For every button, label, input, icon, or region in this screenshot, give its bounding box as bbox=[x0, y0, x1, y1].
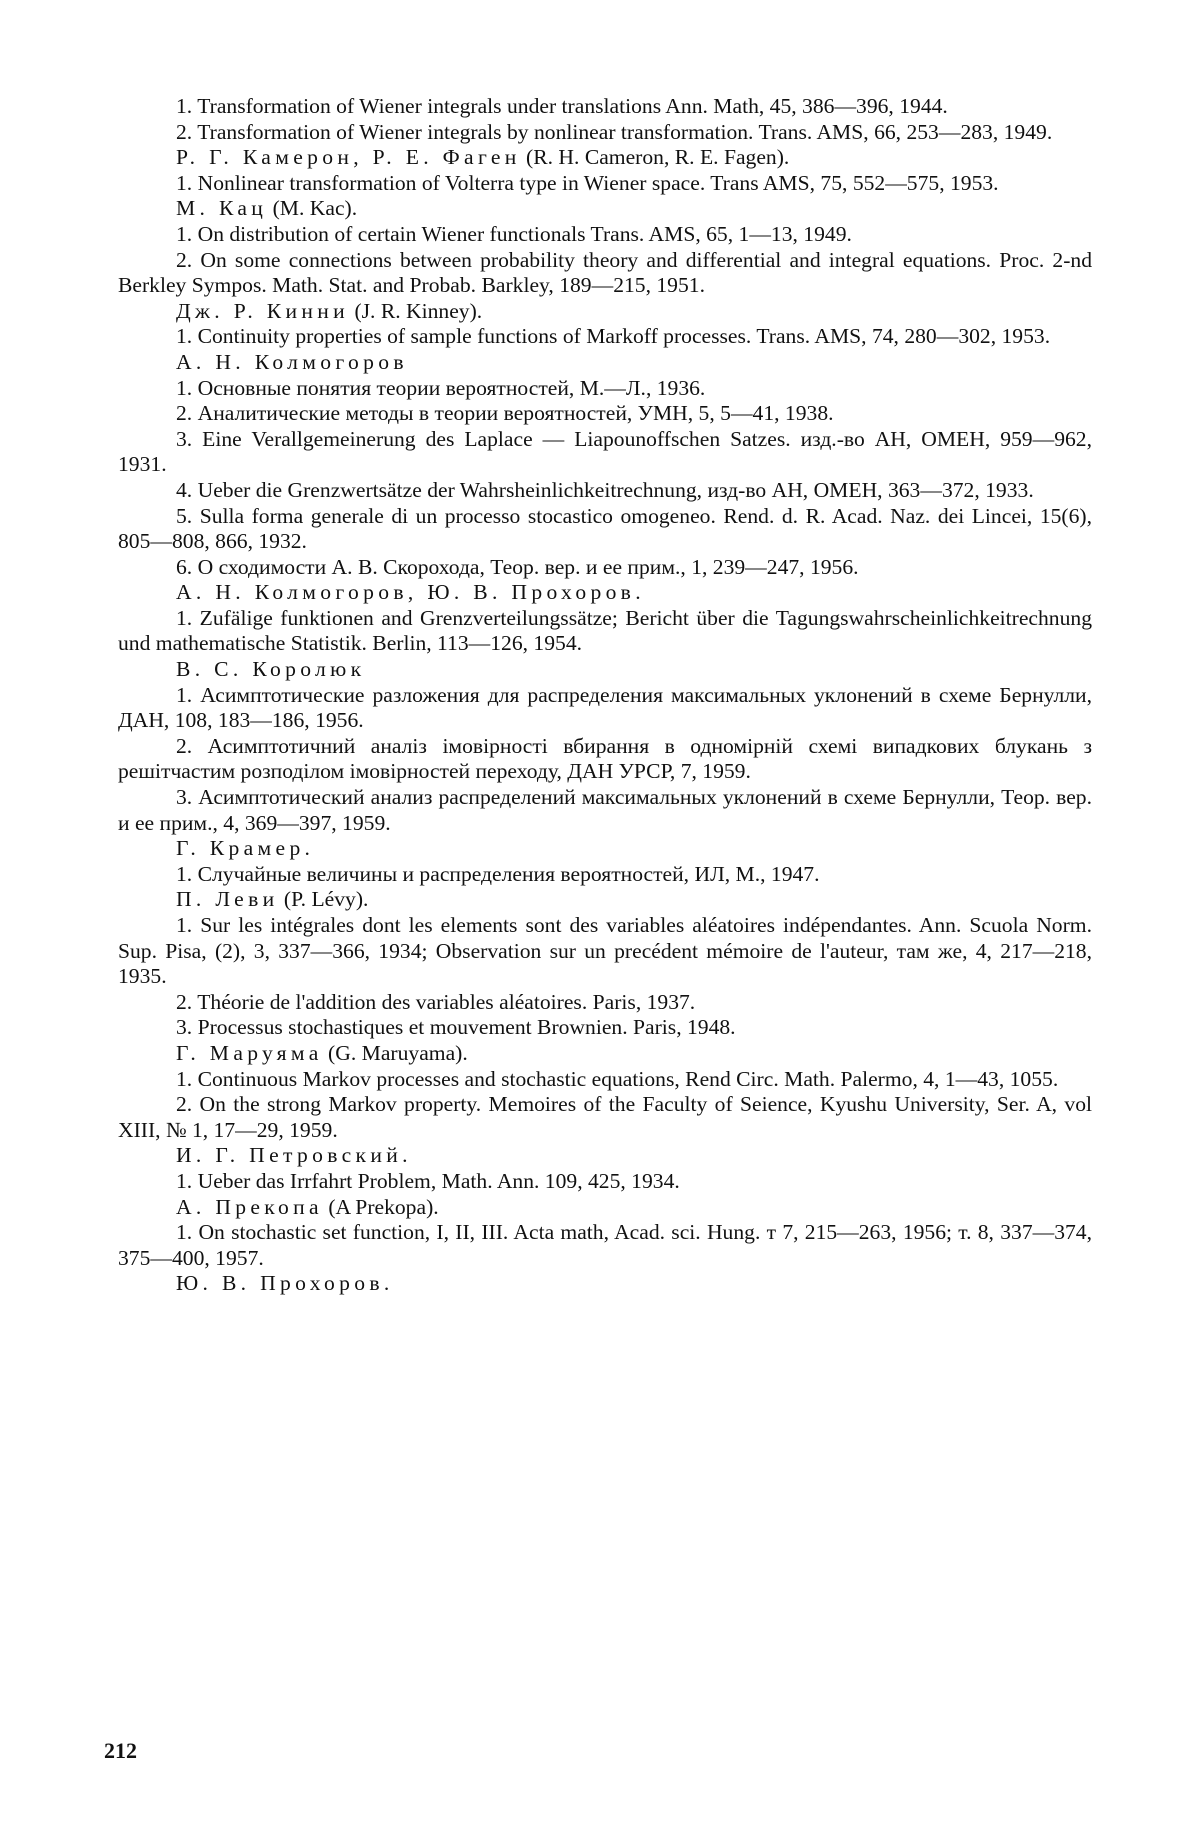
bibliography-page bbox=[118, 94, 1092, 1297]
author-name: И. Г. Петровский. bbox=[176, 1143, 412, 1168]
author-latin-name: (J. R. Kinney). bbox=[354, 298, 483, 323]
reference-entry: 6. О сходимости А. В. Скорохода, Теор. вер. и ее прим., 1, 239—247, 1956. bbox=[176, 554, 859, 579]
author-name: Ю. В. Прохоров. bbox=[176, 1271, 394, 1296]
reference-entry: 2. Transformation of Wiener integrals by nonlinear transformation. Trans. AMS, 66, 253—283, 1949. bbox=[176, 119, 1053, 144]
author-name: Г. Маруяма bbox=[176, 1040, 323, 1065]
reference-entry: 1. Continuity properties of sample functions of Markoff processes. Trans. AMS, 74, 280—302, 1953. bbox=[176, 324, 1051, 349]
reference-entry: 1. On stochastic set function, I, II, III. Acta math, Acad. sci. Hung. т 7, 215—263, 1956; т. 8, 337—374, 375—400, 1957. bbox=[118, 1220, 1092, 1270]
author-name: Р. Г. Камерон, Р. Е. Фаген bbox=[176, 145, 521, 170]
author-heading bbox=[118, 196, 1092, 222]
reference-entry: 3. Processus stochastiques et mouvement Brownien. Paris, 1948. bbox=[176, 1015, 736, 1040]
author-heading bbox=[118, 1195, 1092, 1221]
author-heading bbox=[118, 350, 1092, 376]
reference-entry: 1. Случайные величины и распределения вероятностей, ИЛ, М., 1947. bbox=[176, 861, 820, 886]
author-heading bbox=[118, 299, 1092, 325]
reference-entry: 1. Nonlinear transformation of Volterra type in Wiener space. Trans AMS, 75, 552—575, 1953. bbox=[176, 170, 999, 195]
reference-entry: 2. Аналитические методы в теории вероятностей, УМН, 5, 5—41, 1938. bbox=[176, 401, 834, 426]
reference-entry: 1. Transformation of Wiener integrals under translations Ann. Math, 45, 386—396, 1944. bbox=[176, 94, 948, 118]
author-heading bbox=[118, 145, 1092, 171]
author-latin-name: (G. Maruyama). bbox=[328, 1040, 468, 1065]
reference-entry: 1. Sur les intégrales dont les elements sont des variables aléatoires indépendantes. Ann. Scuola Norm. Sup. Pisa, (2), 3, 337—366, 1934; Observation sur un precédent mémoire de l'auteur, там же, 4, 217—218, 1935. bbox=[118, 913, 1092, 989]
reference-entry: 1. On distribution of certain Wiener functionals Trans. AMS, 65, 1—13, 1949. bbox=[176, 221, 852, 246]
author-heading bbox=[118, 1143, 1092, 1169]
author-latin-name: (M. Kac). bbox=[272, 196, 358, 221]
reference-entry: 2. Théorie de l'addition des variables aléatoires. Paris, 1937. bbox=[176, 989, 696, 1014]
author-name: Дж. Р. Кинни bbox=[176, 298, 350, 323]
reference-entry: 2. On some connections between probability theory and differential and integral equations. Proc. 2-nd Berkley Sympos. Math. Stat. and Probab. Barkley, 189—215, 1951. bbox=[118, 247, 1092, 298]
author-name: А. Н. Колмогоров, Ю. В. Прохоров. bbox=[176, 580, 645, 605]
reference-entry: 1. Ueber das Irrfahrt Problem, Math. Ann. 109, 425, 1934. bbox=[176, 1168, 680, 1193]
author-name: М. Кац bbox=[176, 196, 268, 221]
author-heading bbox=[118, 1041, 1092, 1067]
author-name: В. С. Королюк bbox=[176, 657, 366, 682]
author-heading bbox=[118, 836, 1092, 862]
reference-entry: 1. Асимптотические разложения для распределения максимальных уклонений в схеме Бернулли, ДАН, 108, 183—186, 1956. bbox=[118, 682, 1092, 733]
author-heading bbox=[118, 580, 1092, 606]
author-heading bbox=[118, 1271, 1092, 1297]
author-name: А. Н. Колмогоров bbox=[176, 349, 408, 374]
author-heading bbox=[118, 887, 1092, 913]
reference-entry: 3. Eine Verallgemeinerung des Laplace — Liapounoffschen Satzes. изд.-во АН, ОМЕН, 959—962, 1931. bbox=[118, 426, 1092, 477]
reference-entry: 1. Основные понятия теории вероятностей, М.—Л., 1936. bbox=[176, 375, 706, 400]
author-heading bbox=[118, 657, 1092, 683]
reference-entry: 1. Zufälige funktionen and Grenzverteilungssätze; Bericht über die Tagungswahrscheinlichkeitrechnung und mathematische Statistik. Berlin, 113—126, 1954. bbox=[118, 605, 1092, 656]
reference-entry: 2. Асимптотичний аналiз iмовiрностi вбирання в одномiрнiй схемi випадкових блукань з решiтчастим розподiлом iмовiрностей переходу, ДАН УРСР, 7, 1959. bbox=[118, 733, 1092, 784]
reference-entry: 3. Асимптотический анализ распределений максимальных уклонений в схеме Бернулли, Теор. вер. и ее прим., 4, 369—397, 1959. bbox=[118, 785, 1092, 835]
reference-entry: 5. Sulla forma generale di un processo stocastico omogeneo. Rend. d. R. Acad. Naz. dei Lincei, 15(6), 805—808, 866, 1932. bbox=[118, 503, 1092, 554]
author-latin-name: (P. Lévy). bbox=[283, 887, 369, 912]
author-name: Г. Крамер. bbox=[176, 836, 315, 861]
author-latin-name: (A Prekopa). bbox=[328, 1194, 439, 1219]
author-latin-name: (R. H. Cameron, R. E. Fagen). bbox=[526, 145, 790, 170]
reference-entry: 2. On the strong Markov property. Memoires of the Faculty of Seience, Kyushu University, Ser. A, vol XIII, № 1, 17—29, 1959. bbox=[118, 1092, 1092, 1142]
author-name: П. Леви bbox=[176, 887, 279, 912]
reference-entry: 4. Ueber die Grenzwertsätze der Wahrsheinlichkeitrechnung, изд-во АН, ОМЕН, 363—372, 1933. bbox=[176, 477, 1034, 502]
author-name: А. Прекопа bbox=[176, 1194, 323, 1219]
page-number: 212 bbox=[104, 1738, 137, 1763]
reference-entry: 1. Continuous Markov processes and stochastic equations, Rend Circ. Math. Palermo, 4, 1—43, 1055. bbox=[176, 1066, 1059, 1091]
